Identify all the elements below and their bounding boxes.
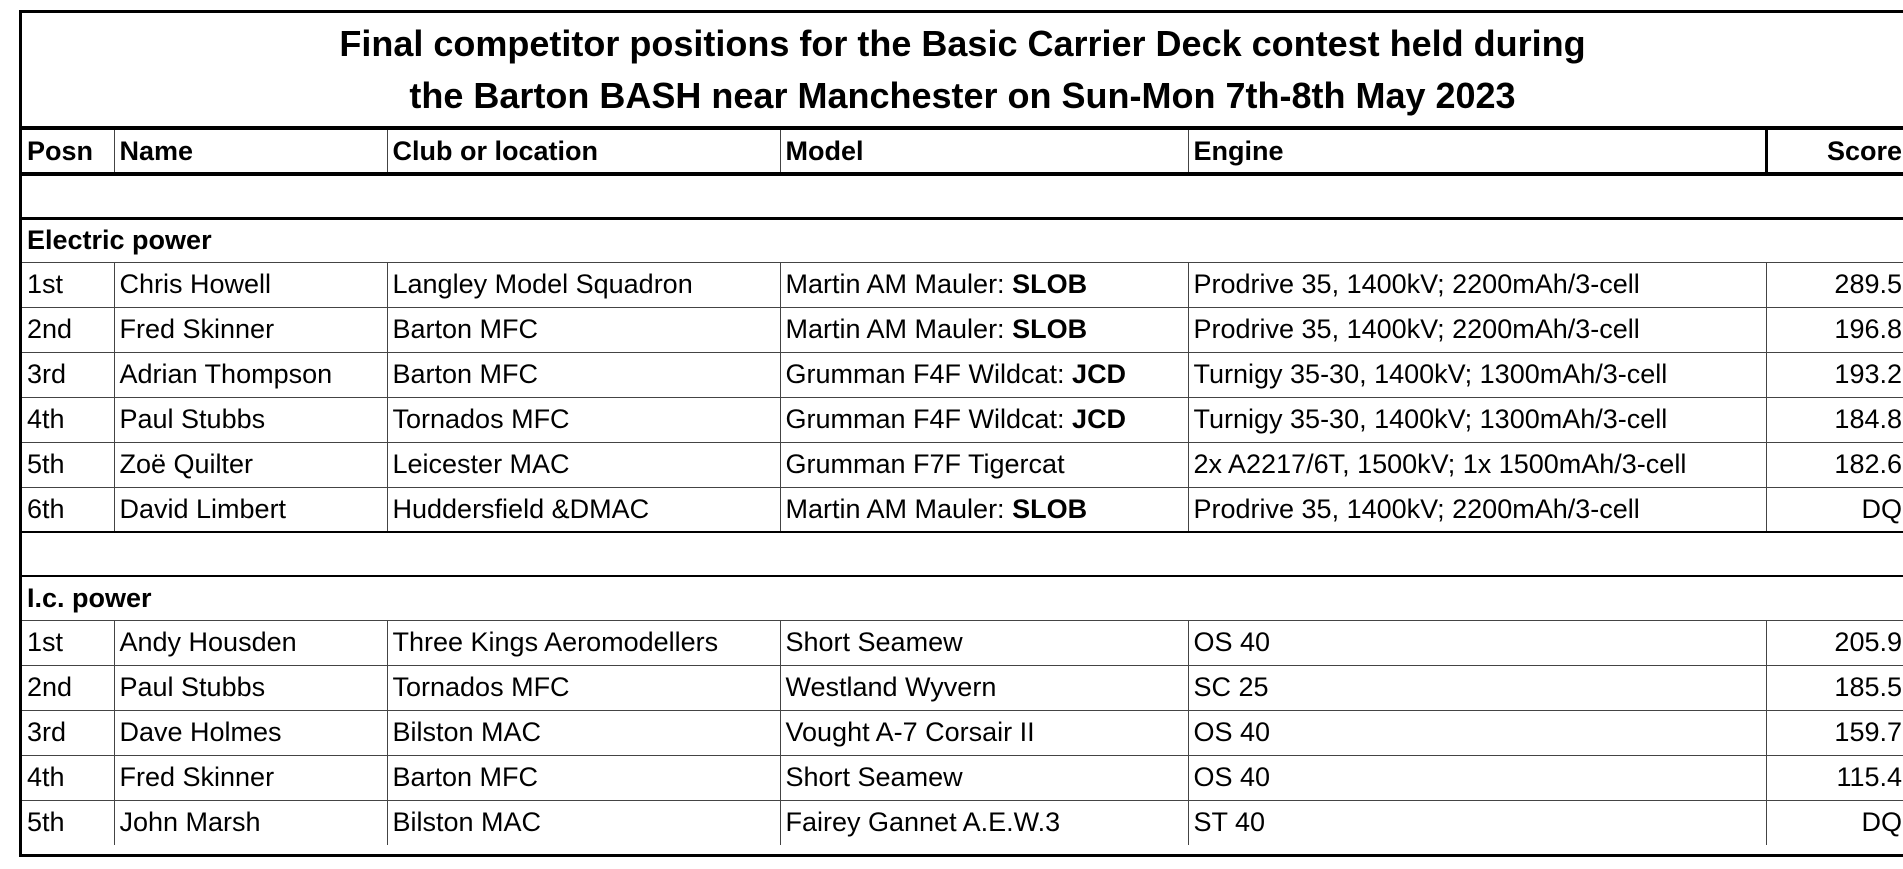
- cell-score: 184.8: [1766, 397, 1903, 442]
- col-header-club: Club or location: [387, 130, 780, 174]
- cell-club: Barton MFC: [387, 755, 780, 800]
- cell-engine: 2x A2217/6T, 1500kV; 1x 1500mAh/3-cell: [1188, 442, 1766, 487]
- cell-name: Fred Skinner: [114, 755, 387, 800]
- cell-club: Tornados MFC: [387, 665, 780, 710]
- cell-score: 115.4: [1766, 755, 1903, 800]
- model-code: JCD: [1072, 404, 1127, 434]
- cell-engine: SC 25: [1188, 665, 1766, 710]
- cell-club: Three Kings Aeromodellers: [387, 620, 780, 665]
- cell-model: [780, 397, 1188, 442]
- cell-posn: 1st: [22, 620, 114, 665]
- cell-model: [780, 442, 1188, 487]
- cell-model: [780, 262, 1188, 307]
- table-row: [22, 487, 1903, 532]
- col-header-score: Score: [1766, 130, 1903, 174]
- cell-score: DQ: [1766, 487, 1903, 532]
- model-name: Martin AM Mauler:: [785, 314, 1013, 344]
- model-name: Westland Wyvern: [785, 672, 997, 702]
- cell-model: [780, 487, 1188, 532]
- cell-posn: 5th: [22, 442, 114, 487]
- cell-club: Leicester MAC: [387, 442, 780, 487]
- cell-club: Huddersfield &DMAC: [387, 487, 780, 532]
- cell-model: [780, 307, 1188, 352]
- cell-posn: 2nd: [22, 665, 114, 710]
- cell-club: Barton MFC: [387, 352, 780, 397]
- cell-score: 159.7: [1766, 710, 1903, 755]
- section-heading: I.c. power: [22, 576, 1903, 620]
- table-row: [22, 800, 1903, 845]
- results-table: [22, 130, 1903, 845]
- cell-score: 196.8: [1766, 307, 1903, 352]
- cell-engine: OS 40: [1188, 755, 1766, 800]
- col-header-model: Model: [780, 130, 1188, 174]
- cell-score: 193.2: [1766, 352, 1903, 397]
- cell-posn: 5th: [27, 807, 65, 838]
- title-line-2: the Barton BASH near Manchester on Sun-Mon 7th-8th May 2023: [409, 74, 1516, 116]
- cell-model: [780, 710, 1188, 755]
- cell-score: 205.9: [1766, 620, 1903, 665]
- cell-posn: 3rd: [22, 710, 114, 755]
- cell-name: Dave Holmes: [114, 710, 387, 755]
- cell-model: [780, 665, 1188, 710]
- page-title: [22, 13, 1903, 130]
- model-name: Martin AM Mauler:: [785, 269, 1013, 299]
- results-sheet: [19, 10, 1903, 857]
- model-code: SLOB: [1012, 269, 1088, 299]
- model-name: Martin AM Mauler:: [785, 493, 1013, 524]
- model-name: Grumman F4F Wildcat:: [785, 359, 1073, 389]
- cell-score: DQ: [1766, 800, 1903, 845]
- cell-name: Zoë Quilter: [114, 442, 387, 487]
- cell-club: Bilston MAC: [387, 710, 780, 755]
- cell-model: [780, 755, 1188, 800]
- spacer-row: [22, 532, 1903, 576]
- cell-posn: 2nd: [22, 307, 114, 352]
- cell-name: Chris Howell: [114, 262, 387, 307]
- table-row: [22, 710, 1903, 755]
- section-heading: Electric power: [22, 218, 1903, 262]
- cell-posn: 1st: [22, 262, 114, 307]
- section-heading-row: [22, 576, 1903, 620]
- spacer-cell: [22, 532, 1903, 576]
- cell-name: Andy Housden: [114, 620, 387, 665]
- model-name: Grumman F4F Wildcat:: [785, 404, 1073, 434]
- cell-name: Paul Stubbs: [114, 397, 387, 442]
- header-row: [22, 130, 1903, 174]
- table-row: [22, 307, 1903, 352]
- cell-engine: Turnigy 35-30, 1400kV; 1300mAh/3-cell: [1188, 397, 1766, 442]
- cell-engine: Prodrive 35, 1400kV; 2200mAh/3-cell: [1188, 262, 1766, 307]
- cell-engine: OS 40: [1188, 620, 1766, 665]
- table-row: [22, 665, 1903, 710]
- col-header-posn: Posn: [22, 130, 114, 174]
- cell-posn: 4th: [22, 397, 114, 442]
- cell-score: 289.5: [1766, 262, 1903, 307]
- cell-posn: 4th: [22, 755, 114, 800]
- model-code: SLOB: [1012, 493, 1088, 524]
- table-row: [22, 442, 1903, 487]
- model-code: SLOB: [1012, 314, 1088, 344]
- spacer-row: [22, 174, 1903, 218]
- cell-club: Barton MFC: [387, 307, 780, 352]
- model-name: Vought A-7 Corsair II: [785, 717, 1035, 747]
- table-row: [22, 755, 1903, 800]
- model-name: Short Seamew: [785, 762, 963, 792]
- model-name: Grumman F7F Tigercat: [785, 449, 1065, 479]
- cell-name: John Marsh: [114, 800, 387, 845]
- cell-engine: OS 40: [1188, 710, 1766, 755]
- cell-posn: 6th: [22, 487, 114, 532]
- spacer-cell: [22, 174, 1903, 218]
- cell-club: Langley Model Squadron: [387, 262, 780, 307]
- table-row: [22, 352, 1903, 397]
- cell-name: David Limbert: [114, 487, 387, 532]
- cell-name: Adrian Thompson: [114, 352, 387, 397]
- cell-posn: 3rd: [22, 352, 114, 397]
- cell-score: 185.5: [1766, 665, 1903, 710]
- cell-model: [780, 800, 1188, 845]
- model-code: JCD: [1072, 359, 1127, 389]
- cell-engine: Prodrive 35, 1400kV; 2200mAh/3-cell: [1188, 307, 1766, 352]
- cell-engine: Turnigy 35-30, 1400kV; 1300mAh/3-cell: [1188, 352, 1766, 397]
- table-row: [22, 397, 1903, 442]
- col-header-name: Name: [114, 130, 387, 174]
- table-row: [22, 620, 1903, 665]
- title-line-1: Final competitor positions for the Basic Carrier Deck contest held during: [339, 22, 1586, 64]
- cell-model: [780, 352, 1188, 397]
- section-heading-row: [22, 218, 1903, 262]
- table-row: [22, 262, 1903, 307]
- model-name: Fairey Gannet A.E.W.3: [785, 807, 1061, 838]
- cell-name: Paul Stubbs: [114, 665, 387, 710]
- cell-score: 182.6: [1766, 442, 1903, 487]
- cell-model: [780, 620, 1188, 665]
- cell-club: Bilston MAC: [387, 800, 780, 845]
- cell-engine: Prodrive 35, 1400kV; 2200mAh/3-cell: [1188, 487, 1766, 532]
- cell-engine: ST 40: [1188, 800, 1766, 845]
- cell-club: Tornados MFC: [387, 397, 780, 442]
- model-name: Short Seamew: [785, 627, 963, 657]
- cell-name: Fred Skinner: [114, 307, 387, 352]
- col-header-engine: Engine: [1188, 130, 1766, 174]
